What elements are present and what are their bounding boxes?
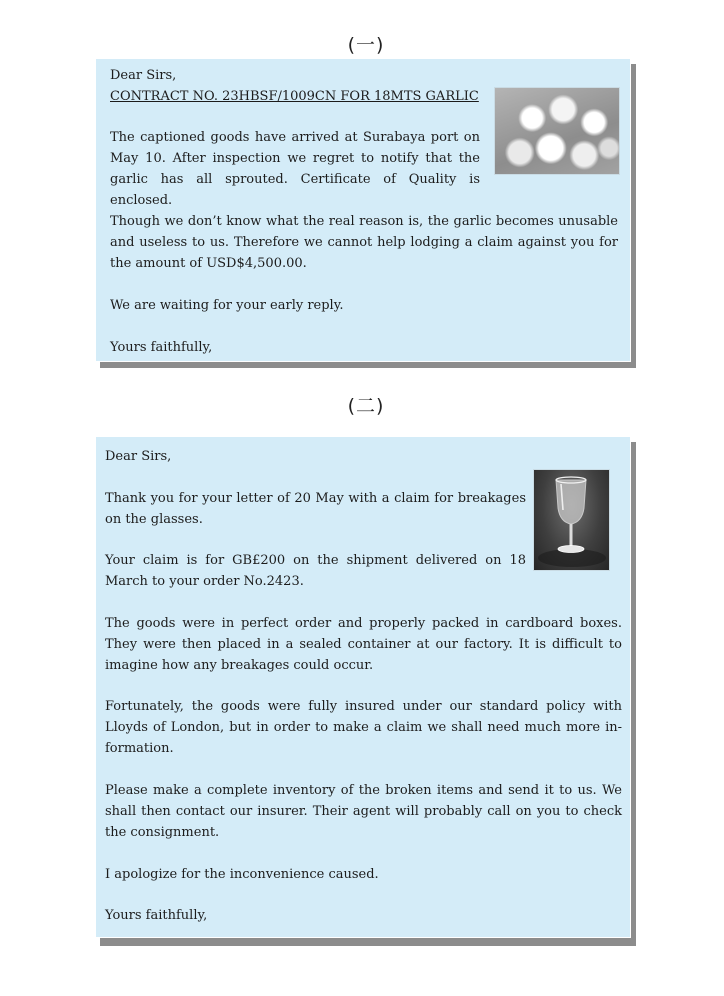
garlic-photo xyxy=(494,87,620,175)
section-heading-2: (二) xyxy=(347,395,385,417)
section-heading-1: (一) xyxy=(347,34,385,56)
letter-1-paragraph-1: The captioned goods have arrived at Surabaya port on May 10. After inspection we regret to notify that the garlic has all sprouted. Certificate of Quality is enclosed. xyxy=(110,130,480,208)
wine-glass-photo xyxy=(533,469,610,571)
letter-2-paragraph-2: Your claim is for GB£200 on the shipment delivered on 18 March to your order No.2423. xyxy=(105,553,526,589)
letter-2 xyxy=(95,436,631,938)
letter-1 xyxy=(95,58,631,362)
letter-2-paragraph-4: Fortunately, the goods were fully insured under our standard policy with Lloyds of London, but in order to make a claim we shall need much more in-formation. xyxy=(105,699,622,756)
letter-2-paragraph-6: I apologize for the inconvenience caused. xyxy=(105,867,379,882)
letter-1-paragraph-2: Though we don’t know what the real reason is, the garlic becomes unusable and useless to us. Therefore we cannot help lodging a claim against you for the amount of USD$4,500.00. xyxy=(110,214,618,271)
letter-1-subject: CONTRACT NO. 23HBSF/1009CN FOR 18MTS GARLIC xyxy=(110,89,479,104)
letter-2-paragraph-5: Please make a complete inventory of the broken items and send it to us. We shall then contact our insurer. Their agent will probably call on you to check the consignment. xyxy=(105,783,622,840)
letter-1-paragraph-3: We are waiting for your early reply. xyxy=(110,298,344,313)
letter-2-closing: Yours faithfully, xyxy=(105,908,208,923)
letter-1-closing: Yours faithfully, xyxy=(110,340,213,355)
letter-1-salutation: Dear Sirs, xyxy=(110,68,177,83)
letter-2-salutation: Dear Sirs, xyxy=(105,449,172,464)
letter-2-paragraph-1: Thank you for your letter of 20 May with a claim for breakages on the glasses. xyxy=(105,491,526,527)
wine-glass-icon xyxy=(534,470,609,570)
letter-2-paragraph-3: The goods were in perfect order and properly packed in cardboard boxes. They were then placed in a sealed container at our factory. It is difficult to imagine how any breakages could occur. xyxy=(105,616,622,673)
